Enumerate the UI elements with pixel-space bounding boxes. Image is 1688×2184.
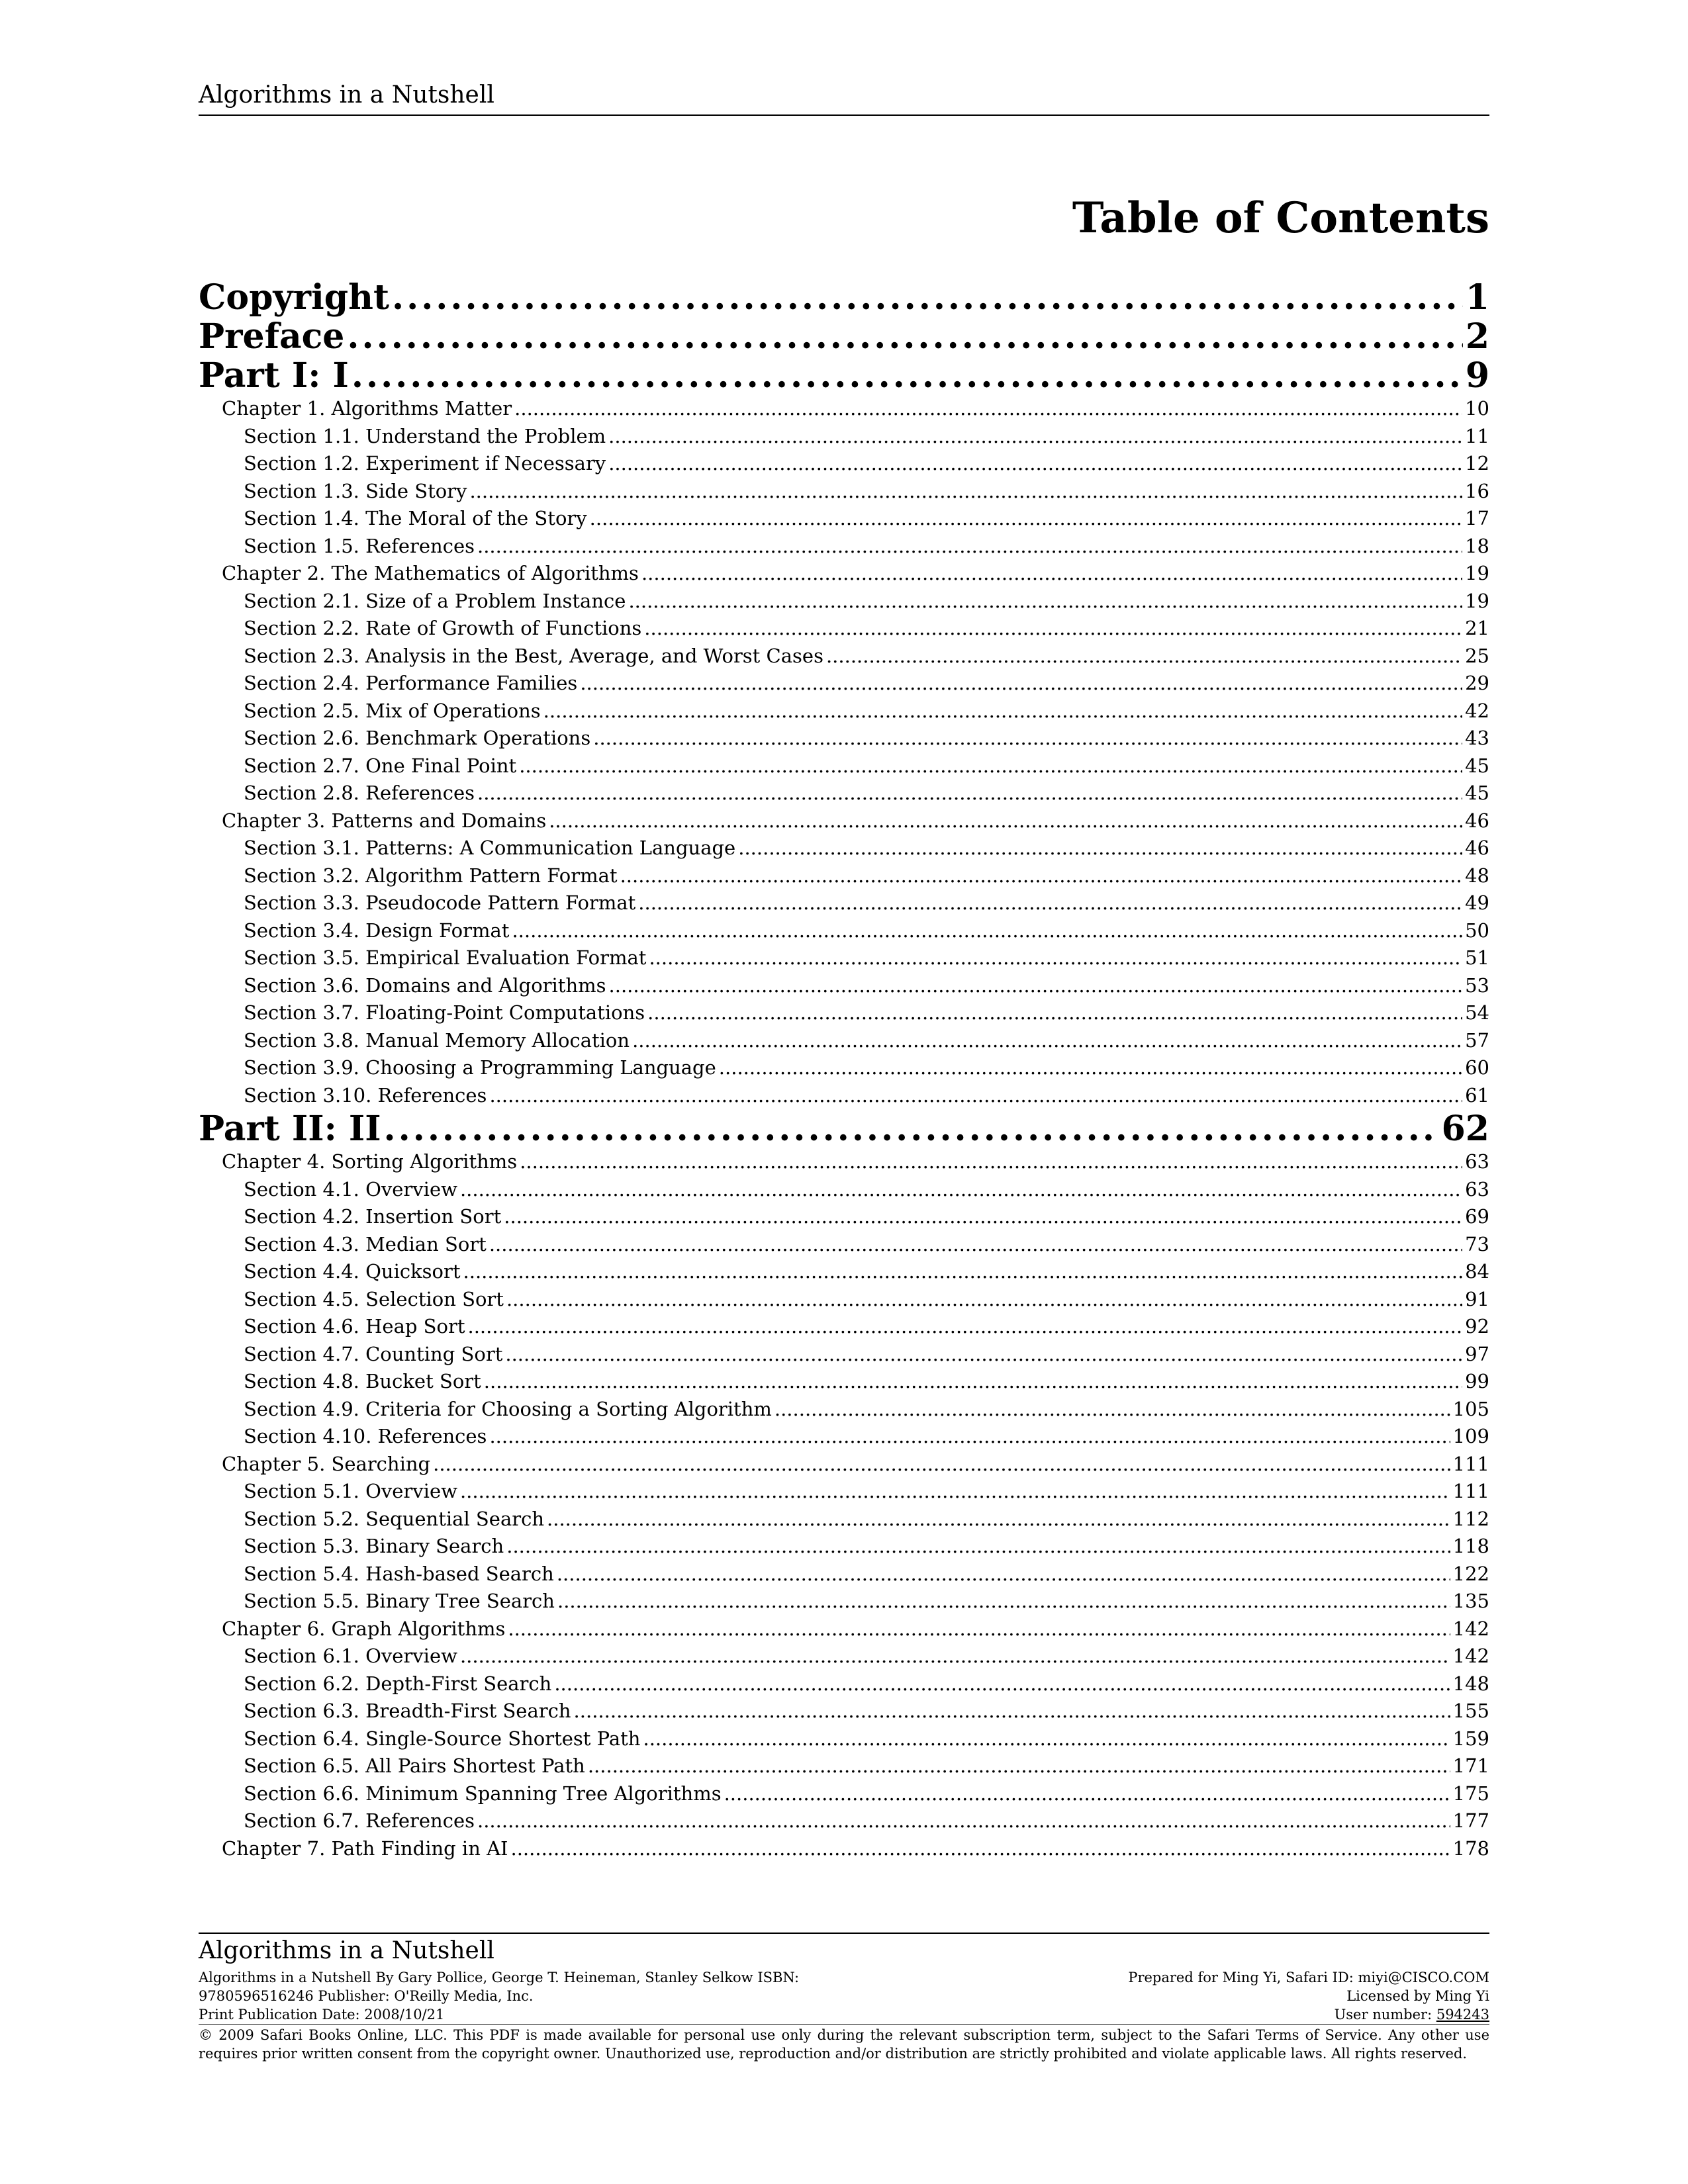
toc-entry-label: Chapter 7. Path Finding in AI	[222, 1837, 508, 1860]
toc-entry-section[interactable]	[199, 1780, 1489, 1808]
footer-publisher-line: 9780596516246 Publisher: O'Reilly Media, Inc.	[199, 1988, 534, 2004]
dot-leader	[547, 1506, 1450, 1533]
toc-entry-page-number: 122	[1452, 1562, 1489, 1585]
toc-entry-section[interactable]	[199, 533, 1489, 561]
dot-leader	[724, 1780, 1450, 1808]
toc-entry-page-number: 45	[1465, 754, 1489, 777]
toc-entry-label: Section 4.5. Selection Sort	[244, 1287, 504, 1310]
toc-entry-label: Section 2.4. Performance Families	[244, 672, 578, 694]
toc-entry-part[interactable]	[199, 317, 1489, 356]
toc-entry-label: Section 4.9. Criteria for Choosing a Sorting Algorithm	[244, 1397, 772, 1420]
toc-entry-part[interactable]	[199, 356, 1489, 395]
toc-entry-section[interactable]	[199, 1588, 1489, 1615]
toc-entry-section[interactable]	[199, 889, 1489, 917]
toc-entry-page-number: 171	[1452, 1754, 1489, 1777]
toc-entry-section[interactable]	[199, 1203, 1489, 1231]
toc-entry-label: Section 5.4. Hash-based Search	[244, 1562, 554, 1585]
footer-publication-info	[199, 1968, 861, 2024]
toc-entry-label: Section 6.7. References	[244, 1809, 475, 1832]
toc-entry-page-number: 175	[1452, 1782, 1489, 1805]
dot-leader	[463, 1258, 1463, 1286]
toc-entry-page-number: 51	[1465, 946, 1489, 969]
toc-entry-label: Section 3.4. Design Format	[244, 919, 510, 942]
toc-entry-label: Section 4.3. Median Sort	[244, 1232, 487, 1255]
toc-entry-label: Section 2.7. One Final Point	[244, 754, 517, 777]
dot-leader	[641, 560, 1462, 588]
toc-entry-page-number: 29	[1465, 672, 1489, 694]
dot-leader	[467, 1313, 1462, 1341]
toc-entry-part[interactable]	[199, 278, 1489, 317]
toc-entry-section[interactable]	[199, 1561, 1489, 1588]
dot-leader	[352, 356, 1463, 395]
toc-entry-section[interactable]	[199, 1506, 1489, 1533]
toc-entry-section[interactable]	[199, 1054, 1489, 1082]
dot-leader	[460, 1176, 1462, 1204]
toc-entry-section[interactable]	[199, 1176, 1489, 1204]
dot-leader	[826, 643, 1462, 670]
dot-leader	[477, 533, 1462, 561]
dot-leader	[557, 1588, 1450, 1615]
dot-leader	[506, 1286, 1462, 1314]
dot-leader	[504, 1203, 1462, 1231]
toc-entry-label: Section 2.5. Mix of Operations	[244, 699, 541, 722]
toc-entry-page-number: 99	[1465, 1370, 1489, 1392]
toc-entry-label: Part I: I	[199, 356, 349, 395]
toc-entry-label: Section 5.3. Binary Search	[244, 1535, 504, 1557]
toc-entry-page-number: 111	[1452, 1452, 1489, 1475]
toc-entry-page-number: 43	[1465, 727, 1489, 749]
toc-entry-page-number: 2	[1465, 317, 1489, 356]
toc-entry-page-number: 63	[1465, 1150, 1489, 1173]
toc-entry-label: Section 2.3. Analysis in the Best, Average, and Worst Cases	[244, 644, 823, 667]
dot-leader	[543, 698, 1462, 725]
toc-entry-label: Section 6.4. Single-Source Shortest Path	[244, 1727, 641, 1750]
dot-leader	[506, 1533, 1450, 1561]
toc-entry-label: Section 3.3. Pseudocode Pattern Format	[244, 891, 636, 914]
toc-entry-page-number: 16	[1465, 479, 1489, 502]
dot-leader	[557, 1561, 1450, 1588]
dot-leader	[632, 1027, 1462, 1055]
toc-entry-section[interactable]	[199, 862, 1489, 890]
dot-leader	[628, 588, 1462, 615]
footer-licensed-by: Licensed by Ming Yi	[1346, 1988, 1489, 2004]
toc-entry-page-number: 17	[1465, 507, 1489, 529]
toc-entry-label: Section 1.1. Understand the Problem	[244, 424, 606, 447]
toc-entry-label: Section 5.2. Sequential Search	[244, 1507, 545, 1530]
toc-entry-chapter[interactable]	[199, 560, 1489, 588]
toc-entry-page-number: 1	[1465, 278, 1489, 317]
header-rule	[199, 114, 1489, 116]
dot-leader	[392, 278, 1463, 317]
dot-leader	[549, 807, 1462, 835]
toc-entry-label: Section 2.1. Size of a Problem Instance	[244, 589, 626, 612]
toc-entry-section[interactable]	[199, 615, 1489, 643]
toc-entry-label: Section 4.4. Quicksort	[244, 1260, 461, 1283]
toc-entry-chapter[interactable]	[199, 1615, 1489, 1643]
toc-entry-section[interactable]	[199, 944, 1489, 972]
toc-entry-page-number: 25	[1465, 644, 1489, 667]
toc-entry-label: Copyright	[199, 278, 389, 317]
toc-entry-label: Section 2.6. Benchmark Operations	[244, 727, 591, 749]
toc-entry-label: Section 4.8. Bucket Sort	[244, 1370, 481, 1392]
footer-copyright: © 2009 Safari Books Online, LLC. This PDF is made available for personal use only during the relevant subscription term, subject to the Safari Terms of Service. Any other use requires prior written consent from the copyright owner. Unauthorized use, reproduction and/or distribution are strictly prohibited and violate applicable laws. All rights reserved.	[199, 2024, 1489, 2063]
toc-entry-section[interactable]	[199, 505, 1489, 533]
table-of-contents	[199, 278, 1489, 1862]
toc-entry-page-number: 142	[1452, 1617, 1489, 1640]
toc-entry-page-number: 57	[1465, 1028, 1489, 1052]
toc-entry-section[interactable]	[199, 1533, 1489, 1561]
toc-entry-page-number: 11	[1465, 424, 1489, 447]
footer-authors-line: Algorithms in a Nutshell By Gary Pollice, George T. Heineman, Stanley Selkow ISBN:	[199, 1970, 800, 1985]
toc-entry-page-number: 19	[1465, 589, 1489, 612]
toc-entry-page-number: 54	[1465, 1001, 1489, 1024]
dot-leader	[620, 862, 1463, 890]
toc-entry-label: Section 1.3. Side Story	[244, 479, 467, 502]
toc-entry-label: Section 3.1. Patterns: A Communication Language	[244, 837, 736, 859]
toc-entry-chapter[interactable]	[199, 395, 1489, 423]
toc-entry-label: Chapter 2. The Mathematics of Algorithms	[222, 562, 639, 584]
toc-entry-page-number: 69	[1465, 1205, 1489, 1228]
toc-entry-label: Chapter 3. Patterns and Domains	[222, 809, 547, 832]
toc-entry-label: Section 6.2. Depth-First Search	[244, 1672, 552, 1695]
toc-entry-page-number: 49	[1465, 891, 1489, 914]
footer-user-number-line	[894, 2005, 1489, 2024]
toc-entry-page-number: 111	[1452, 1480, 1489, 1502]
toc-entry-label: Section 4.10. References	[244, 1425, 487, 1447]
toc-entry-label: Section 4.2. Insertion Sort	[244, 1205, 502, 1228]
toc-entry-page-number: 19	[1465, 562, 1489, 584]
toc-entry-section[interactable]	[199, 423, 1489, 451]
toc-entry-page-number: 142	[1452, 1645, 1489, 1667]
toc-entry-page-number: 45	[1465, 782, 1489, 804]
toc-entry-page-number: 73	[1465, 1232, 1489, 1255]
footer-rule	[199, 1933, 1489, 1934]
running-header: Algorithms in a Nutshell	[199, 81, 494, 109]
toc-entry-chapter[interactable]	[199, 807, 1489, 835]
toc-entry-label: Section 2.2. Rate of Growth of Functions	[244, 617, 642, 639]
toc-entry-section[interactable]	[199, 1643, 1489, 1670]
toc-entry-label: Section 3.2. Algorithm Pattern Format	[244, 864, 618, 887]
toc-entry-section[interactable]	[199, 780, 1489, 807]
dot-leader	[489, 1423, 1450, 1451]
footer-book-title: Algorithms in a Nutshell	[199, 1937, 494, 1964]
toc-entry-label: Section 3.6. Domains and Algorithms	[244, 974, 606, 997]
dot-leader	[477, 780, 1462, 807]
dot-leader	[588, 1752, 1450, 1780]
toc-entry-page-number: 92	[1465, 1315, 1489, 1338]
toc-entry-page-number: 63	[1465, 1177, 1489, 1201]
toc-entry-page-number: 118	[1452, 1535, 1489, 1557]
toc-entry-page-number: 53	[1465, 974, 1489, 997]
dot-leader	[738, 835, 1462, 862]
toc-entry-section[interactable]	[199, 1423, 1489, 1451]
toc-entry-label: Section 6.3. Breadth-First Search	[244, 1700, 571, 1722]
toc-entry-section[interactable]	[199, 1698, 1489, 1725]
toc-entry-label: Section 3.7. Floating-Point Computations	[244, 1001, 645, 1024]
dot-leader	[519, 752, 1462, 780]
dot-leader	[469, 478, 1462, 506]
toc-entry-section[interactable]	[199, 917, 1489, 945]
dot-leader	[477, 1807, 1450, 1835]
toc-entry-section[interactable]	[199, 1396, 1489, 1424]
toc-entry-page-number: 105	[1452, 1397, 1489, 1420]
dot-leader	[511, 1835, 1450, 1863]
dot-leader	[774, 1396, 1450, 1424]
dot-leader	[554, 1670, 1450, 1698]
toc-entry-chapter[interactable]	[199, 1148, 1489, 1176]
toc-entry-section[interactable]	[199, 670, 1489, 698]
toc-entry-page-number: 91	[1465, 1287, 1489, 1310]
toc-entry-page-number: 61	[1465, 1083, 1489, 1107]
user-number-label: User number:	[1334, 2007, 1436, 2023]
toc-entry-section[interactable]	[199, 1478, 1489, 1506]
toc-entry-label: Section 5.5. Binary Tree Search	[244, 1590, 555, 1612]
footer-license-info	[894, 1968, 1489, 2024]
toc-entry-section[interactable]	[199, 1258, 1489, 1286]
toc-entry-section[interactable]	[199, 1752, 1489, 1780]
dot-leader	[347, 317, 1462, 356]
dot-leader	[460, 1478, 1450, 1506]
toc-entry-label: Chapter 5. Searching	[222, 1452, 431, 1475]
dot-leader	[590, 505, 1462, 533]
toc-entry-label: Section 4.1. Overview	[244, 1177, 457, 1201]
dot-leader	[574, 1698, 1450, 1725]
dot-leader	[460, 1643, 1450, 1670]
toc-entry-label: Preface	[199, 317, 345, 356]
dot-leader	[644, 615, 1462, 643]
toc-entry-section[interactable]	[199, 643, 1489, 670]
toc-entry-page-number: 18	[1465, 534, 1489, 557]
toc-entry-chapter[interactable]	[199, 1451, 1489, 1479]
dot-leader	[520, 1148, 1462, 1176]
toc-entry-section[interactable]	[199, 1368, 1489, 1396]
toc-entry-page-number: 10	[1465, 397, 1489, 420]
dot-leader	[608, 423, 1462, 451]
dot-leader	[512, 917, 1462, 945]
toc-entry-section[interactable]	[199, 1082, 1489, 1110]
page-title: Table of Contents	[1072, 193, 1489, 243]
toc-entry-section[interactable]	[199, 1286, 1489, 1314]
toc-entry-page-number: 60	[1465, 1056, 1489, 1079]
toc-entry-section[interactable]	[199, 1313, 1489, 1341]
dot-leader	[593, 725, 1462, 752]
toc-entry-label: Section 3.5. Empirical Evaluation Format	[244, 946, 647, 969]
dot-leader	[638, 889, 1462, 917]
toc-entry-section[interactable]	[199, 999, 1489, 1027]
toc-entry-section[interactable]	[199, 1670, 1489, 1698]
dot-leader	[649, 944, 1462, 972]
toc-entry-label: Chapter 6. Graph Algorithms	[222, 1617, 506, 1640]
toc-entry-page-number: 109	[1452, 1425, 1489, 1447]
toc-entry-page-number: 46	[1465, 837, 1489, 859]
toc-entry-label: Section 6.6. Minimum Spanning Tree Algorithms	[244, 1782, 722, 1805]
dot-leader	[505, 1341, 1462, 1369]
toc-entry-section[interactable]	[199, 450, 1489, 478]
toc-entry-label: Section 1.2. Experiment if Necessary	[244, 452, 606, 475]
toc-entry-section[interactable]	[199, 478, 1489, 506]
dot-leader	[489, 1082, 1462, 1110]
toc-entry-part[interactable]	[199, 1109, 1489, 1148]
toc-entry-label: Chapter 1. Algorithms Matter	[222, 397, 512, 420]
toc-entry-section[interactable]	[199, 725, 1489, 752]
toc-entry-page-number: 112	[1452, 1507, 1489, 1530]
toc-entry-label: Section 4.7. Counting Sort	[244, 1342, 503, 1365]
toc-entry-page-number: 135	[1452, 1590, 1489, 1612]
toc-entry-page-number: 21	[1465, 617, 1489, 639]
toc-entry-page-number: 159	[1452, 1727, 1489, 1750]
toc-entry-page-number: 42	[1465, 699, 1489, 722]
toc-entry-section[interactable]	[199, 972, 1489, 1000]
toc-entry-page-number: 178	[1452, 1837, 1489, 1860]
dot-leader	[433, 1451, 1450, 1479]
toc-entry-page-number: 148	[1452, 1672, 1489, 1695]
dot-leader	[609, 972, 1463, 1000]
dot-leader	[484, 1368, 1462, 1396]
footer-prepared-for: Prepared for Ming Yi, Safari ID: miyi@CISCO.COM	[1128, 1970, 1489, 1985]
toc-entry-label: Section 6.1. Overview	[244, 1645, 457, 1667]
dot-leader	[643, 1725, 1450, 1753]
toc-entry-page-number: 97	[1465, 1342, 1489, 1365]
toc-entry-section[interactable]	[199, 1807, 1489, 1835]
toc-entry-page-number: 12	[1465, 452, 1489, 475]
footer-date-line: Print Publication Date: 2008/10/21	[199, 2007, 445, 2023]
dot-leader	[508, 1615, 1450, 1643]
toc-entry-label: Section 5.1. Overview	[244, 1480, 457, 1502]
toc-entry-section[interactable]	[199, 835, 1489, 862]
dot-leader	[719, 1054, 1462, 1082]
toc-entry-label: Section 3.9. Choosing a Programming Language	[244, 1056, 716, 1079]
toc-entry-section[interactable]	[199, 752, 1489, 780]
toc-entry-page-number: 46	[1465, 809, 1489, 832]
toc-entry-label: Section 3.8. Manual Memory Allocation	[244, 1028, 630, 1052]
dot-leader	[580, 670, 1462, 698]
toc-entry-label: Section 2.8. References	[244, 782, 475, 804]
toc-entry-page-number: 155	[1452, 1700, 1489, 1722]
toc-entry-page-number: 50	[1465, 919, 1489, 942]
dot-leader	[608, 450, 1462, 478]
dot-leader	[489, 1231, 1462, 1259]
dot-leader	[384, 1109, 1439, 1148]
toc-entry-label: Section 6.5. All Pairs Shortest Path	[244, 1754, 585, 1777]
toc-entry-section[interactable]	[199, 1725, 1489, 1753]
toc-entry-label: Section 1.5. References	[244, 534, 475, 557]
toc-entry-page-number: 177	[1452, 1809, 1489, 1832]
toc-entry-section[interactable]	[199, 588, 1489, 615]
toc-entry-page-number: 9	[1465, 356, 1489, 395]
toc-entry-page-number: 48	[1465, 864, 1489, 887]
toc-entry-section[interactable]	[199, 698, 1489, 725]
toc-entry-label: Chapter 4. Sorting Algorithms	[222, 1150, 518, 1173]
toc-entry-section[interactable]	[199, 1231, 1489, 1259]
toc-entry-section[interactable]	[199, 1341, 1489, 1369]
toc-entry-chapter[interactable]	[199, 1835, 1489, 1863]
toc-entry-section[interactable]	[199, 1027, 1489, 1055]
user-number: 594243	[1436, 2007, 1489, 2023]
toc-entry-label: Part II: II	[199, 1109, 381, 1148]
toc-entry-page-number: 84	[1465, 1260, 1489, 1283]
toc-entry-label: Section 3.10. References	[244, 1083, 487, 1107]
dot-leader	[514, 395, 1462, 423]
toc-entry-page-number: 62	[1441, 1109, 1489, 1148]
toc-entry-label: Section 1.4. The Moral of the Story	[244, 507, 587, 529]
dot-leader	[647, 999, 1462, 1027]
toc-entry-label: Section 4.6. Heap Sort	[244, 1315, 465, 1338]
